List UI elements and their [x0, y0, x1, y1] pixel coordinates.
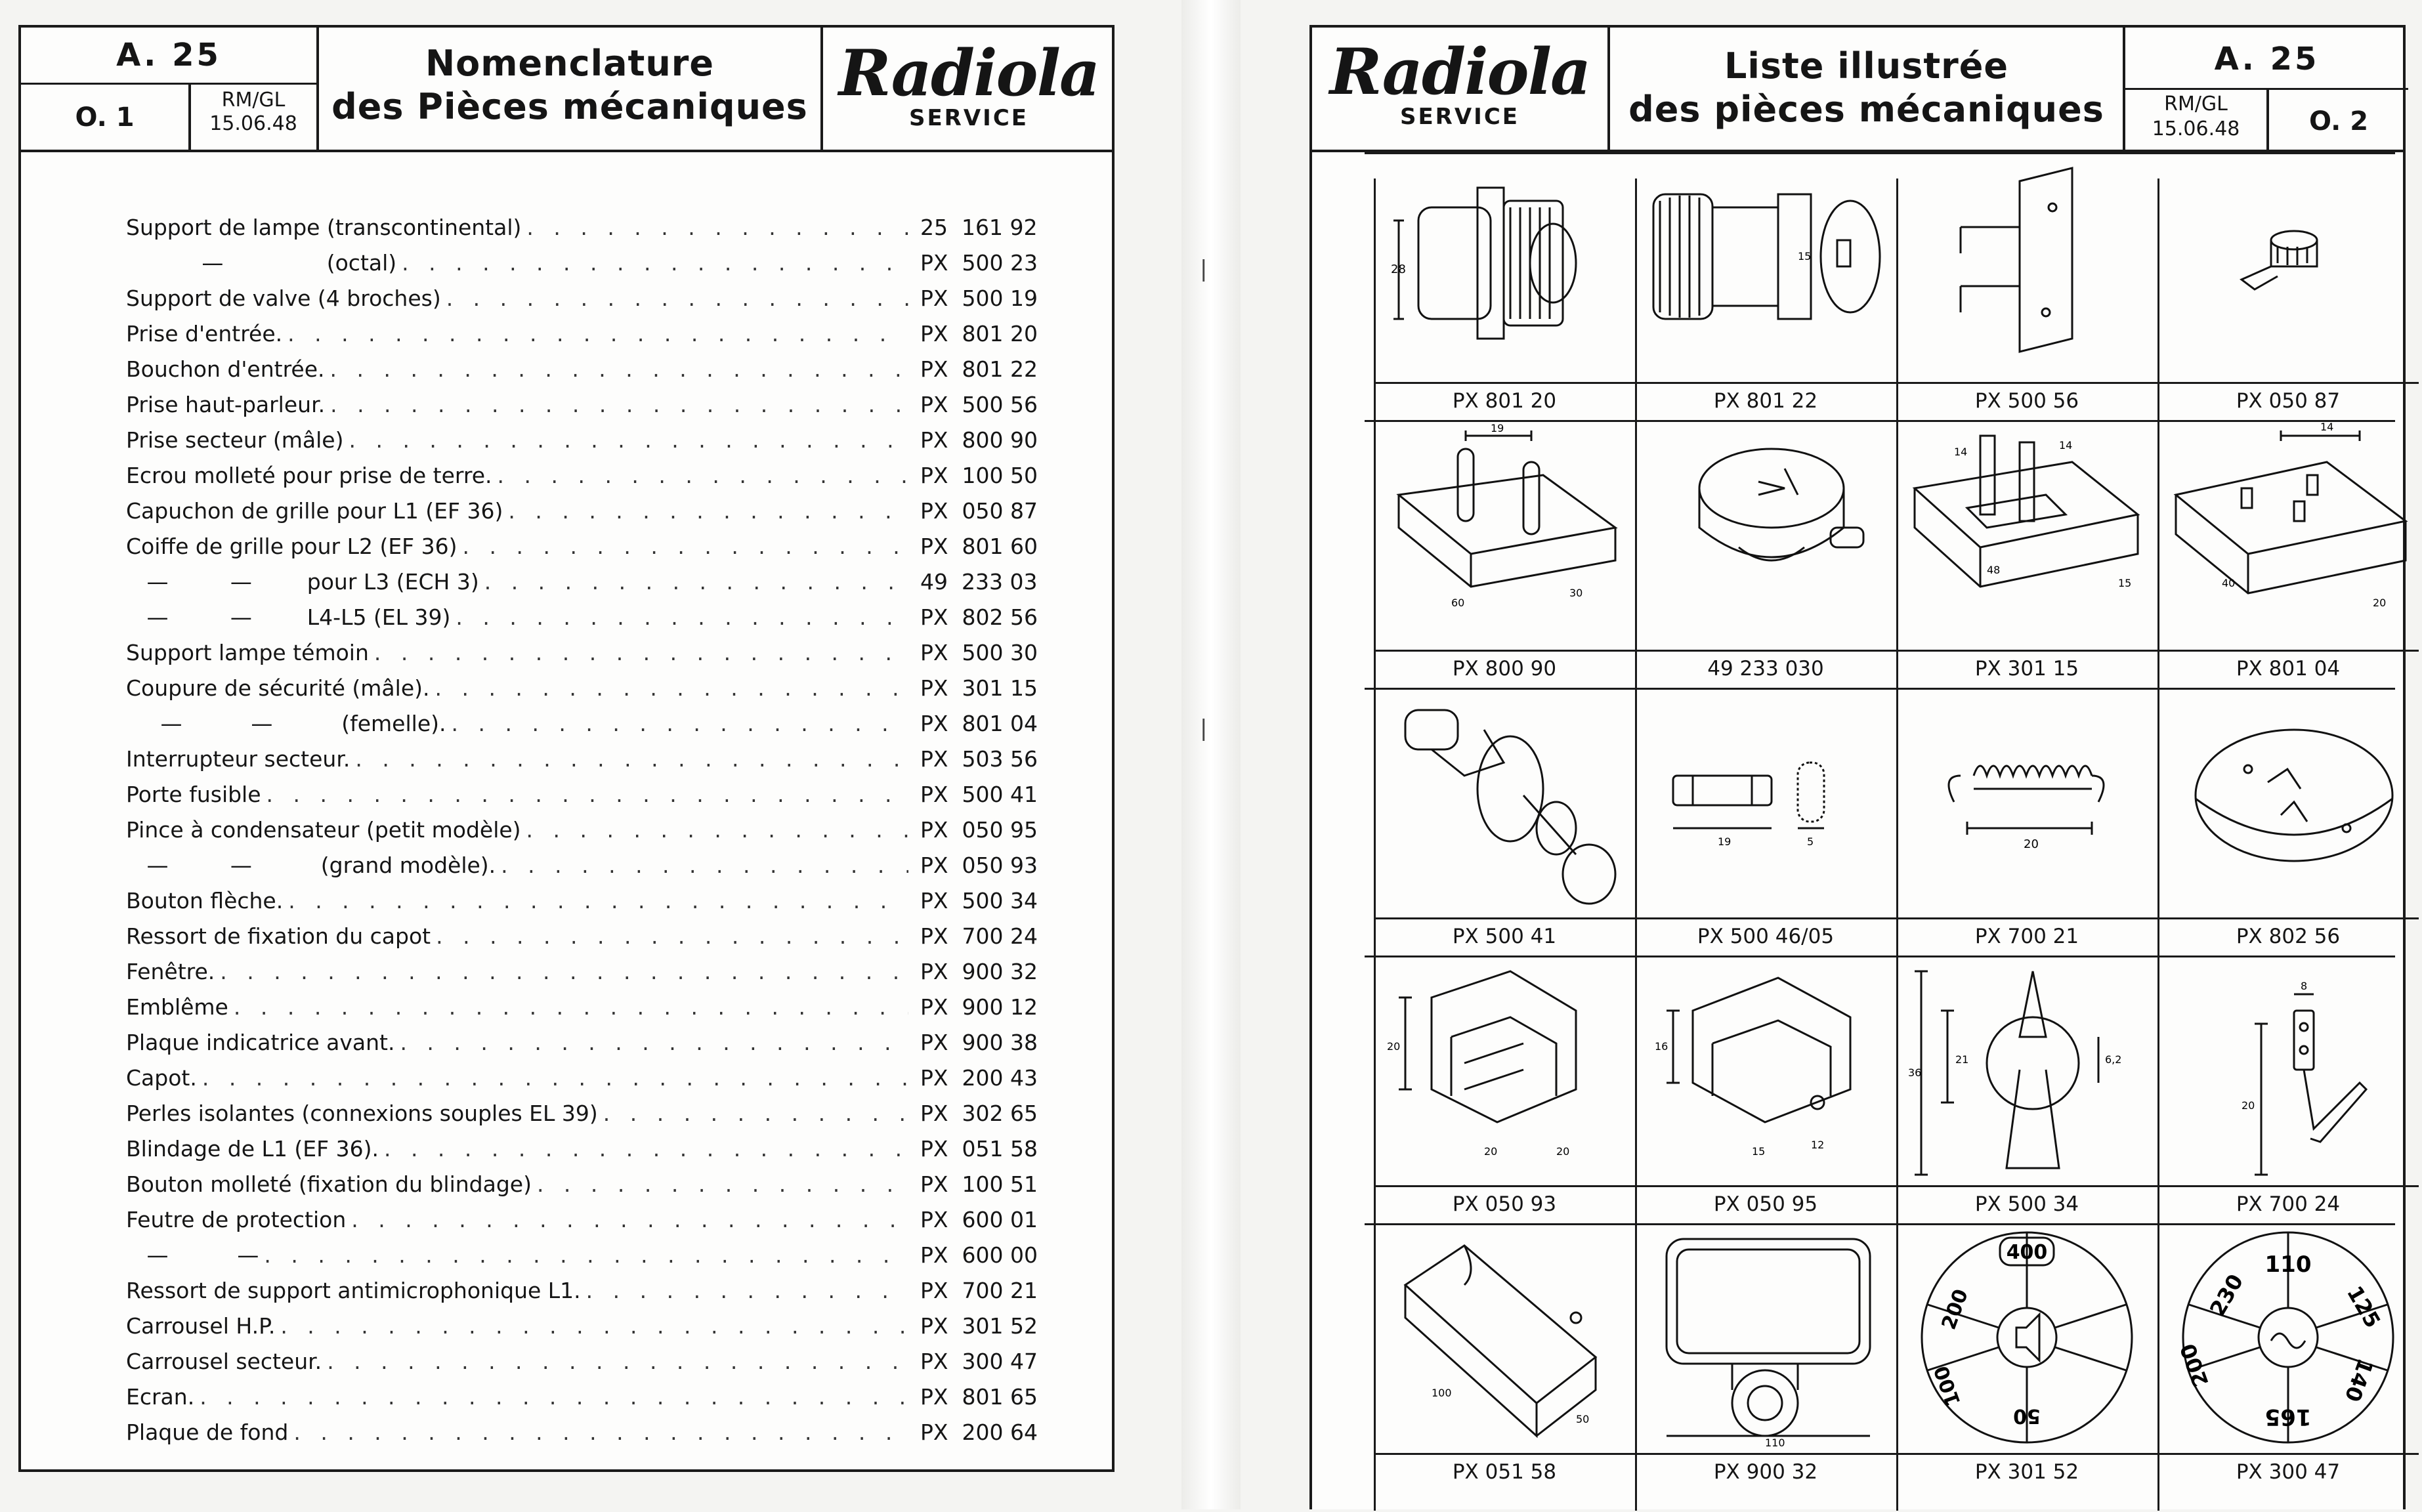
cover-spring-drawing	[2163, 958, 2413, 1181]
parts-list-row	[126, 1202, 1045, 1238]
dimension-label: 50	[1576, 1413, 1590, 1425]
dimension-label: 30	[1569, 587, 1583, 599]
illustration-grid	[1312, 152, 2403, 1512]
dimension-label: 110	[1765, 1437, 1785, 1449]
part-cell	[1635, 956, 1896, 1223]
parts-list-row	[126, 564, 1045, 600]
part-reference: PX 500 23	[920, 250, 1038, 276]
dot-leader	[384, 1131, 908, 1167]
window-drawing	[1640, 1226, 1891, 1449]
part-number: PX 050 93	[1374, 1185, 1635, 1216]
dot-leader	[446, 281, 908, 316]
carousel-label: 200	[2175, 1340, 2214, 1391]
part-number: PX 500 46/05	[1635, 917, 1896, 948]
dimension-label: 15	[1798, 250, 1812, 262]
part-description: Capot.	[126, 1060, 202, 1096]
dot-leader	[330, 352, 908, 387]
part-reference: PX 801 60	[920, 534, 1038, 559]
part-reference: PX 500 19	[920, 285, 1038, 311]
mains-plug-drawing	[1379, 423, 1630, 646]
title-line-2: des Pièces mécaniques	[331, 86, 808, 127]
dot-leader	[537, 1167, 908, 1202]
grid-cap-ech3-drawing	[1640, 423, 1891, 646]
part-description: Interrupteur secteur.	[126, 742, 355, 777]
part-cell	[1374, 956, 1635, 1223]
speaker-socket-drawing	[1901, 155, 2152, 378]
dot-leader	[400, 1025, 908, 1060]
dimension-label: 28	[1391, 262, 1406, 276]
part-number: PX 802 56	[2157, 917, 2419, 948]
part-description: Ecrou molleté pour prise de terre.	[126, 458, 498, 494]
part-number: PX 801 04	[2157, 650, 2419, 681]
part-reference: PX 503 56	[920, 746, 1038, 772]
parts-list-row	[126, 954, 1045, 990]
part-number: PX 500 34	[1896, 1185, 2157, 1216]
dimension-label: 100	[1432, 1387, 1452, 1399]
part-number: PX 700 24	[2157, 1185, 2419, 1216]
part-reference: PX 050 87	[920, 498, 1038, 524]
date: 15.06.48	[209, 112, 297, 135]
parts-list-row	[126, 1415, 1045, 1450]
title-line-1: Liste illustrée	[1724, 45, 2009, 87]
part-description: Prise haut-parleur.	[126, 387, 330, 423]
part-description: Bouchon d'entrée.	[126, 352, 330, 387]
hp-carousel-drawing	[1901, 1226, 2152, 1449]
part-description: Ressort de fixation du capot	[126, 919, 436, 954]
dimension-label: 14	[2059, 439, 2073, 452]
part-cell	[1896, 420, 2157, 688]
part-reference: PX 600 01	[920, 1207, 1038, 1232]
part-reference: PX 802 56	[920, 604, 1038, 630]
title-line-1: Nomenclature	[425, 43, 715, 84]
dot-leader	[200, 1379, 908, 1415]
part-description: Bouton flèche.	[126, 883, 288, 919]
spine	[1181, 0, 1241, 1509]
part-reference: PX 500 56	[920, 392, 1038, 417]
parts-list-row	[126, 458, 1045, 494]
revision: RM/GL	[221, 89, 286, 112]
mains-carousel-drawing	[2163, 1226, 2413, 1449]
dot-leader	[266, 777, 908, 812]
part-cell	[1374, 152, 1635, 420]
parts-list-row	[126, 1238, 1045, 1273]
part-description: Carrousel H.P.	[126, 1309, 280, 1344]
part-cell	[1374, 420, 1635, 688]
carousel-label: 125	[2342, 1282, 2386, 1332]
parts-list-row	[126, 387, 1045, 423]
dimension-label: 36	[1908, 1066, 1922, 1079]
dimension-label: 20	[1556, 1145, 1570, 1158]
dot-leader	[603, 1096, 908, 1131]
fuse-drawing	[1640, 690, 1891, 914]
part-cell	[1635, 688, 1896, 956]
part-description: — — pour L3 (ECH 3)	[126, 564, 484, 600]
part-number: PX 700 21	[1896, 917, 2157, 948]
dot-leader	[456, 600, 908, 635]
dot-leader	[202, 1060, 908, 1096]
part-description: Pince à condensateur (petit modèle)	[126, 812, 526, 848]
left-header	[21, 28, 1112, 152]
parts-list-row	[126, 990, 1045, 1025]
right-header	[1312, 28, 2403, 152]
part-description: Capuchon de grille pour L1 (EF 36)	[126, 494, 508, 529]
part-reference: PX 801 22	[920, 356, 1038, 382]
parts-list-row	[126, 1025, 1045, 1060]
arrow-knob-drawing	[1901, 958, 2152, 1181]
dimension-label: 12	[1811, 1139, 1825, 1151]
part-cell	[2157, 688, 2419, 956]
part-reference: PX 900 32	[920, 959, 1038, 984]
doc-code: A. 25	[116, 37, 221, 74]
dot-leader	[327, 1344, 908, 1379]
part-cell	[2157, 1223, 2419, 1491]
part-reference: PX 801 65	[920, 1384, 1038, 1410]
dot-leader	[501, 848, 908, 883]
part-reference: PX 200 43	[920, 1065, 1038, 1091]
parts-list-row	[126, 883, 1045, 919]
dimension-label: 20	[2373, 597, 2387, 609]
parts-list-row	[126, 1060, 1045, 1096]
dimension-label: 8	[2301, 980, 2308, 992]
fuse-holder-drawing	[1379, 690, 1630, 914]
binding-mark: |	[1200, 256, 1208, 282]
part-description: Prise d'entrée.	[126, 316, 287, 352]
carousel-label: 400	[2006, 1241, 2048, 1264]
parts-list-row	[126, 352, 1045, 387]
dimension-label: 16	[1655, 1040, 1668, 1053]
carousel-label: 110	[2264, 1251, 2312, 1278]
parts-list-row	[126, 245, 1045, 281]
parts-list-row	[126, 281, 1045, 316]
parts-list-row	[126, 210, 1045, 245]
dot-leader	[452, 706, 909, 742]
part-reference: PX 051 58	[920, 1136, 1038, 1162]
part-cell	[2157, 152, 2419, 420]
part-reference: PX 100 50	[920, 463, 1038, 488]
part-description: Plaque indicatrice avant.	[126, 1025, 400, 1060]
dot-leader	[435, 671, 908, 706]
dot-leader	[374, 635, 908, 671]
part-cell	[2157, 420, 2419, 688]
parts-list-row	[126, 1131, 1045, 1167]
antimicrophonic-spring-drawing	[1901, 690, 2152, 914]
part-description: Perles isolantes (connexions souples EL 39)	[126, 1096, 603, 1131]
part-cell	[1896, 956, 2157, 1223]
capacitor-clamp-large-drawing	[1379, 958, 1630, 1181]
part-number: PX 500 56	[1896, 382, 2157, 413]
parts-list-row	[126, 600, 1045, 635]
part-description: Feutre de protection	[126, 1202, 351, 1238]
part-cell	[1896, 688, 2157, 956]
part-description: Coiffe de grille pour L2 (EF 36)	[126, 529, 463, 564]
dot-leader	[234, 990, 908, 1025]
dot-leader	[330, 387, 908, 423]
part-description: Ressort de support antimicrophonique L1.	[126, 1273, 586, 1309]
part-description: Ecran.	[126, 1379, 200, 1415]
part-description: Porte fusible	[126, 777, 266, 812]
part-number: PX 050 87	[2157, 382, 2419, 413]
parts-list-row	[126, 777, 1045, 812]
part-description: — — (grand modèle).	[126, 848, 501, 883]
parts-list-row	[126, 671, 1045, 706]
part-description: — (octal)	[126, 245, 402, 281]
part-reference: PX 700 21	[920, 1278, 1038, 1303]
part-reference: PX 900 12	[920, 994, 1038, 1020]
dimension-label: 60	[1451, 597, 1465, 609]
parts-list	[126, 210, 1045, 1450]
part-reference: PX 500 34	[920, 888, 1038, 914]
parts-list-row	[126, 494, 1045, 529]
part-reference: PX 302 65	[920, 1101, 1038, 1126]
dot-leader	[293, 1415, 908, 1450]
right-page	[1309, 25, 2406, 1509]
dimension-label: 6,2	[2105, 1053, 2122, 1066]
dimension-label: 5	[1807, 835, 1814, 848]
part-cell	[1374, 1223, 1635, 1491]
dimension-label: 48	[1987, 564, 2001, 576]
parts-list-row	[126, 635, 1045, 671]
part-reference: 25 161 92	[920, 215, 1038, 240]
radiola-logo: Radiola SERVICE	[1329, 35, 1590, 130]
carousel-label: 100	[1930, 1362, 1966, 1410]
part-description: Coupure de sécurité (mâle).	[126, 671, 435, 706]
left-page	[18, 25, 1115, 1472]
part-cell	[1374, 688, 1635, 956]
part-description: — — L4-L5 (EL 39)	[126, 600, 456, 635]
dot-leader	[220, 954, 908, 990]
dot-leader	[526, 210, 908, 245]
part-reference: PX 801 04	[920, 711, 1038, 736]
title-line-2: des pièces mécaniques	[1628, 89, 2104, 130]
parts-list-row	[126, 1096, 1045, 1131]
part-reference: PX 900 38	[920, 1030, 1038, 1055]
plug-socket-drawing	[1379, 155, 1630, 378]
dimension-label: 40	[2222, 577, 2236, 589]
revision: RM/GL	[2164, 93, 2228, 116]
part-reference: PX 301 15	[920, 675, 1038, 701]
part-reference: PX 600 00	[920, 1242, 1038, 1268]
date: 15.06.48	[2152, 117, 2240, 140]
dot-leader	[526, 812, 908, 848]
part-description: — — (femelle).	[126, 706, 452, 742]
dot-leader	[508, 494, 908, 529]
dot-leader	[498, 458, 908, 494]
dimension-label: 15	[1752, 1145, 1766, 1158]
dot-leader	[351, 1202, 908, 1238]
part-reference: PX 100 51	[920, 1171, 1038, 1197]
parts-list-row	[126, 1167, 1045, 1202]
carousel-label: 230	[2205, 1270, 2249, 1320]
dot-leader	[287, 316, 908, 352]
part-description: Support lampe témoin	[126, 635, 374, 671]
part-number: PX 900 32	[1635, 1453, 1896, 1484]
part-description: Support de lampe (transcontinental)	[126, 210, 526, 245]
dot-leader	[264, 1238, 908, 1273]
parts-list-row	[126, 423, 1045, 458]
part-description: Fenêtre.	[126, 954, 220, 990]
part-number: PX 500 41	[1374, 917, 1635, 948]
carousel-label: 140	[2339, 1355, 2379, 1406]
part-number: PX 050 95	[1635, 1185, 1896, 1216]
dimension-label: 14	[1954, 446, 1968, 458]
part-number: PX 301 15	[1896, 650, 2157, 681]
parts-list-row	[126, 1379, 1045, 1415]
dot-leader	[355, 742, 908, 777]
part-reference: PX 700 24	[920, 923, 1038, 949]
parts-list-row	[126, 1273, 1045, 1309]
dimension-label: 21	[1955, 1053, 1969, 1066]
sheet-number: O. 2	[2308, 106, 2369, 136]
dot-leader	[484, 564, 908, 600]
grid-cap-drawing	[2163, 155, 2413, 378]
doc-code: A. 25	[2214, 41, 2320, 77]
parts-list-row	[126, 316, 1045, 352]
dimension-label: 20	[2241, 1099, 2255, 1112]
part-number: PX 300 47	[2157, 1453, 2419, 1484]
part-reference: PX 801 20	[920, 321, 1038, 346]
part-reference: 49 233 03	[920, 569, 1038, 595]
parts-list-row	[126, 919, 1045, 954]
parts-list-row	[126, 706, 1045, 742]
parts-list-row	[126, 848, 1045, 883]
part-number: PX 801 22	[1635, 382, 1896, 413]
parts-list-row	[126, 529, 1045, 564]
part-cell	[1635, 1223, 1896, 1491]
part-number: PX 800 90	[1374, 650, 1635, 681]
carousel-label: 165	[2264, 1404, 2312, 1430]
part-reference: PX 200 64	[920, 1419, 1038, 1445]
part-description: Support de valve (4 broches)	[126, 281, 446, 316]
part-description: — —	[126, 1238, 264, 1273]
dot-leader	[402, 245, 908, 281]
parts-list-row	[126, 1309, 1045, 1344]
plug-cap-drawing	[1640, 155, 1891, 378]
part-cell	[1896, 152, 2157, 420]
radiola-logo: Radiola SERVICE	[838, 36, 1099, 131]
safety-cutout-male-drawing	[1901, 423, 2152, 646]
dimension-label: 19	[1491, 423, 1504, 434]
carousel-label: 200	[1937, 1286, 1973, 1333]
part-cell	[1896, 1223, 2157, 1491]
dot-leader	[288, 883, 908, 919]
part-number: PX 051 58	[1374, 1453, 1635, 1484]
capacitor-clamp-small-drawing	[1640, 958, 1891, 1181]
part-reference: PX 800 90	[920, 427, 1038, 453]
dimension-label: 20	[1484, 1145, 1498, 1158]
dimension-label: 20	[1387, 1040, 1401, 1053]
part-reference: PX 300 47	[920, 1349, 1038, 1374]
dimension-label: 19	[1718, 835, 1732, 848]
part-number: 49 233 030	[1635, 650, 1896, 681]
sheet-number: O. 1	[75, 102, 135, 133]
dot-leader	[586, 1273, 908, 1309]
part-cell	[2157, 956, 2419, 1223]
part-description: Prise secteur (mâle)	[126, 423, 349, 458]
part-description: Emblême	[126, 990, 234, 1025]
part-reference: PX 050 95	[920, 817, 1038, 843]
shield-can-drawing	[1379, 1226, 1630, 1449]
carousel-label: 50	[2013, 1404, 2041, 1427]
part-description: Plaque de fond	[126, 1415, 293, 1450]
grid-cap-el39-drawing	[2163, 690, 2413, 914]
binding-mark: |	[1200, 715, 1208, 742]
dimension-label: 15	[2118, 577, 2132, 589]
part-reference: PX 301 52	[920, 1313, 1038, 1339]
part-reference: PX 500 41	[920, 782, 1038, 807]
dimension-label: 14	[2320, 423, 2334, 433]
dot-leader	[349, 423, 908, 458]
part-description: Carrousel secteur.	[126, 1344, 327, 1379]
part-number: PX 301 52	[1896, 1453, 2157, 1484]
part-number: PX 801 20	[1374, 382, 1635, 413]
dot-leader	[436, 919, 908, 954]
parts-list-row	[126, 812, 1045, 848]
part-cell	[1635, 420, 1896, 688]
dot-leader	[280, 1309, 908, 1344]
part-description: Bouton molleté (fixation du blindage)	[126, 1167, 537, 1202]
dimension-label: 20	[2024, 837, 2039, 851]
part-reference: PX 050 93	[920, 852, 1038, 878]
dot-leader	[463, 529, 908, 564]
parts-list-row	[126, 1344, 1045, 1379]
part-reference: PX 500 30	[920, 640, 1038, 665]
safety-cutout-female-drawing	[2163, 423, 2413, 646]
part-cell	[1635, 152, 1896, 420]
parts-list-row	[126, 742, 1045, 777]
part-description: Blindage de L1 (EF 36).	[126, 1131, 384, 1167]
